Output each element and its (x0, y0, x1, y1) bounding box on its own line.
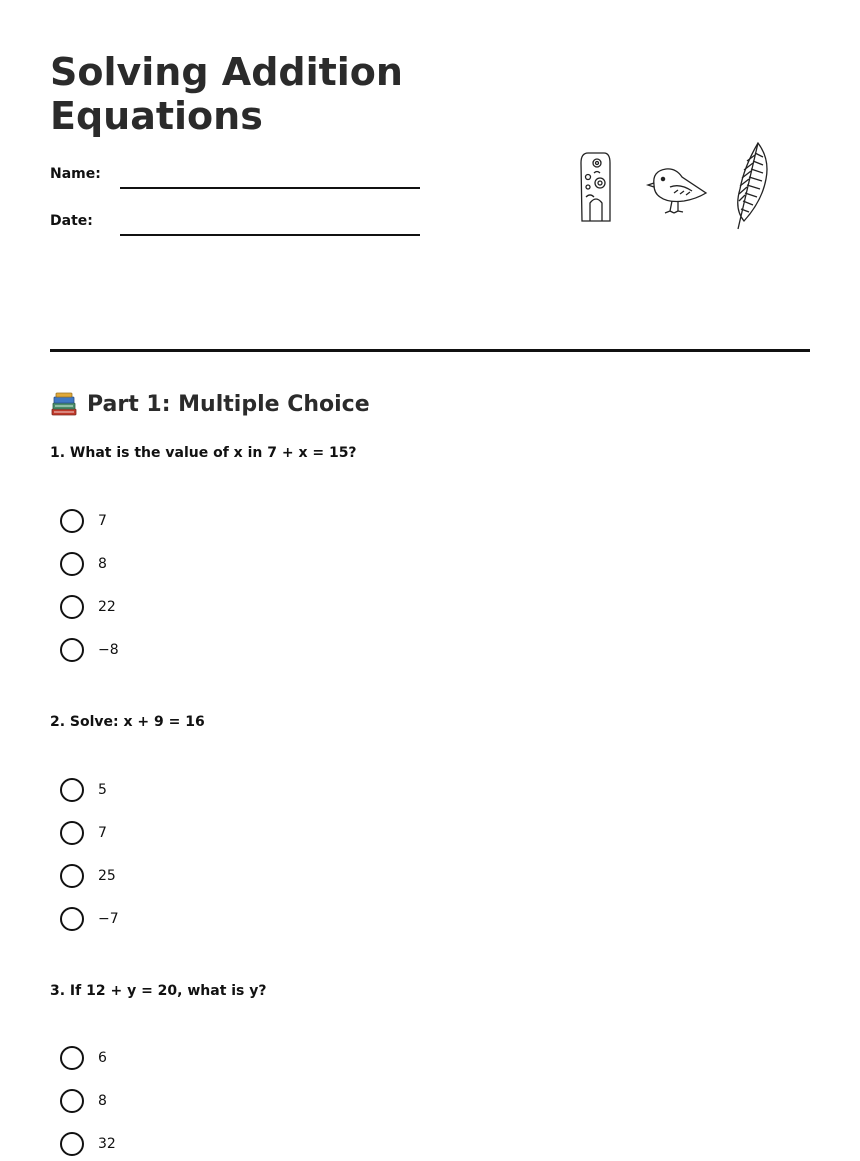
radio-button[interactable] (60, 778, 84, 802)
name-label: Name: (50, 166, 101, 182)
option-label: 7 (98, 825, 107, 841)
bird-icon (648, 169, 706, 213)
option-label: 8 (98, 556, 107, 572)
q3-option-c[interactable] (60, 1131, 116, 1157)
date-field[interactable] (120, 234, 420, 236)
date-label: Date: (50, 213, 93, 229)
option-label: 25 (98, 868, 116, 884)
question-1: 1. What is the value of x in 7 + x = 15? (50, 445, 357, 461)
radio-button[interactable] (60, 907, 84, 931)
q1-option-d[interactable] (60, 637, 119, 663)
radio-button[interactable] (60, 1132, 84, 1156)
option-label: 22 (98, 599, 116, 615)
radio-button[interactable] (60, 638, 84, 662)
q2-option-d[interactable] (60, 906, 119, 932)
option-label: 7 (98, 513, 107, 529)
radio-button[interactable] (60, 864, 84, 888)
radio-button[interactable] (60, 1046, 84, 1070)
q2-option-a[interactable] (60, 777, 107, 803)
books-icon (50, 390, 78, 418)
section-divider (50, 349, 810, 352)
fern-leaf-icon (738, 143, 767, 229)
section-title: Part 1: Multiple Choice (87, 391, 370, 417)
q2-option-b[interactable] (60, 820, 107, 846)
question-2: 2. Solve: x + 9 = 16 (50, 714, 205, 730)
option-label: 5 (98, 782, 107, 798)
q2-option-c[interactable] (60, 863, 116, 889)
option-label: −8 (98, 642, 119, 658)
name-field[interactable] (120, 187, 420, 189)
option-label: 8 (98, 1093, 107, 1109)
radio-button[interactable] (60, 1089, 84, 1113)
radio-button[interactable] (60, 821, 84, 845)
radio-button[interactable] (60, 509, 84, 533)
q3-option-b[interactable] (60, 1088, 107, 1114)
q1-option-c[interactable] (60, 594, 116, 620)
option-label: −7 (98, 911, 119, 927)
q1-option-b[interactable] (60, 551, 107, 577)
question-3: 3. If 12 + y = 20, what is y? (50, 983, 267, 999)
radio-button[interactable] (60, 552, 84, 576)
radio-button[interactable] (60, 595, 84, 619)
worksheet-title: Solving Addition Equations (50, 50, 403, 138)
decorative-icons (570, 135, 790, 235)
option-label: 6 (98, 1050, 107, 1066)
option-label: 32 (98, 1136, 116, 1152)
q1-option-a[interactable] (60, 508, 107, 534)
q3-option-a[interactable] (60, 1045, 107, 1071)
carved-pou-icon (581, 153, 610, 221)
section-heading (50, 388, 370, 420)
